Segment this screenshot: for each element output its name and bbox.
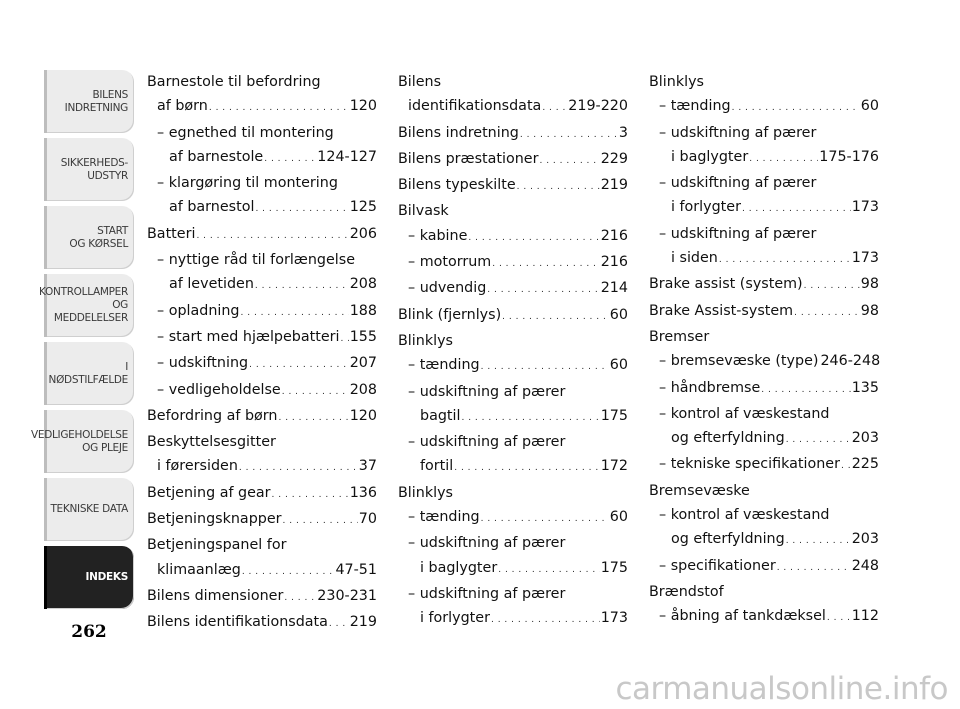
entry-page: 136 — [349, 484, 377, 501]
entry-page: 120 — [349, 98, 377, 115]
index-heading: Bremser — [649, 328, 710, 345]
entry-term: klimaanlæg — [157, 561, 241, 578]
index-heading: – nyttige råd til forlængelse — [157, 252, 355, 269]
entry-term: af levetiden — [169, 276, 254, 293]
entry-page: 175-176 — [819, 148, 879, 165]
entry-term: – tekniske specifikationer — [659, 456, 840, 473]
dot-leader — [827, 604, 851, 630]
entry-page: 120 — [349, 407, 377, 424]
entry-term: – tænding — [408, 357, 480, 374]
index-entry — [147, 351, 377, 377]
entry-term: Bilens præstationer — [398, 150, 539, 167]
index-heading: Bremsevæske — [649, 482, 750, 499]
entry-term: af barnestole — [169, 148, 264, 165]
dot-leader — [468, 224, 599, 250]
dot-leader — [517, 173, 600, 199]
entry-term: – kabine — [408, 227, 468, 244]
index-entry — [649, 527, 879, 553]
dot-leader — [255, 195, 348, 221]
index-entry — [147, 610, 377, 636]
tab-sikkerhedsudstyr[interactable] — [44, 138, 134, 201]
entry-term: – motorrum — [408, 254, 492, 271]
entry-page: 124-127 — [317, 148, 377, 165]
entry-page: 60 — [609, 306, 628, 323]
tab-label: KONTROLLAMPER OG MEDDELELSER — [39, 286, 128, 324]
entry-page: 208 — [349, 381, 377, 398]
index-heading: Blinklys — [649, 74, 704, 90]
index-heading: – udskiftning af pærer — [659, 124, 817, 141]
entry-page: 216 — [600, 254, 628, 271]
dot-leader — [786, 426, 851, 452]
entry-page: 135 — [851, 379, 879, 396]
dot-leader — [761, 376, 850, 402]
index-heading: – udskiftning af pærer — [659, 175, 817, 192]
entry-page: 173 — [851, 250, 879, 267]
index-entry — [147, 222, 377, 248]
dot-leader — [539, 147, 599, 173]
entry-term: Betjeningsknapper — [147, 511, 282, 528]
entry-page: 225 — [851, 456, 879, 473]
dot-leader — [542, 94, 567, 120]
entry-page: 207 — [349, 355, 377, 372]
index-heading: – klargøring til montering — [157, 175, 338, 192]
index-column-1 — [147, 70, 377, 637]
entry-page: 47-51 — [335, 561, 377, 578]
entry-term: – tænding — [659, 98, 731, 115]
dot-leader — [249, 351, 349, 377]
entry-page: 37 — [358, 458, 377, 475]
index-entry — [147, 507, 377, 533]
tab-indeks[interactable] — [44, 546, 134, 609]
entry-term: bagtil — [420, 407, 461, 424]
dot-leader — [242, 558, 335, 584]
entry-term: i førersiden — [157, 458, 238, 475]
index-entry — [649, 246, 879, 272]
entry-page: 203 — [851, 430, 879, 447]
entry-page: 188 — [349, 302, 377, 319]
index-heading: – udskiftning af pærer — [408, 585, 566, 602]
dot-leader — [196, 222, 348, 248]
dot-leader — [284, 584, 316, 610]
index-entry — [398, 173, 628, 199]
dot-leader — [487, 276, 599, 302]
index-entry — [147, 145, 377, 171]
index-entry — [649, 299, 879, 325]
entry-term: i forlygter — [420, 610, 490, 627]
entry-term: Bilens indretning — [398, 124, 519, 141]
tab-label: VEDLIGEHOLDELSE OG PLEJE — [31, 428, 128, 454]
dot-leader — [283, 507, 358, 533]
entry-term: fortil — [420, 458, 454, 475]
entry-page: 219 — [600, 177, 628, 194]
entry-term: Bilens identifikationsdata — [147, 614, 328, 631]
index-entry — [649, 195, 879, 221]
page-number: 262 — [71, 622, 107, 642]
dot-leader — [841, 452, 851, 478]
entry-term: Blink (fjernlys) — [398, 306, 502, 323]
entry-term: af børn — [157, 98, 208, 115]
entry-page: 216 — [600, 227, 628, 244]
index-heading: Bilens — [398, 74, 442, 90]
dot-leader — [255, 272, 349, 298]
dot-leader — [481, 353, 609, 379]
index-entry — [398, 147, 628, 173]
dot-leader — [804, 272, 860, 298]
watermark: carmanualsonline.info — [615, 671, 948, 707]
entry-term: Brake assist (system) — [649, 276, 803, 293]
tab-start-og-korsel[interactable] — [44, 206, 134, 269]
index-entry — [649, 604, 879, 630]
dot-leader — [719, 246, 851, 272]
tab-bilens-indretning[interactable] — [44, 70, 134, 133]
entry-page: 230-231 — [317, 587, 377, 604]
tab-label: INDEKS — [85, 571, 128, 583]
entry-page: 60 — [609, 509, 628, 526]
entry-term: identifikationsdata — [408, 98, 542, 115]
index-entry — [649, 452, 879, 478]
entry-page: 175 — [600, 407, 628, 424]
index-heading: – udskiftning af pærer — [659, 225, 817, 242]
index-entry — [398, 404, 628, 430]
index-heading: Bilvask — [398, 203, 449, 220]
entry-page: 3 — [618, 124, 628, 141]
entry-term: – håndbremse — [659, 379, 761, 396]
entry-term: – start med hjælpebatteri — [157, 328, 340, 345]
dot-leader — [794, 299, 860, 325]
index-entry — [649, 376, 879, 402]
index-entry — [649, 272, 879, 298]
dot-leader — [749, 145, 818, 171]
tab-label: START OG KØRSEL — [69, 224, 128, 250]
dot-leader — [732, 94, 860, 120]
tab-label: SIKKERHEDS- UDSTYR — [60, 156, 128, 182]
tab-label: BILENS INDRETNING — [64, 88, 128, 114]
tab-label: TEKNISKE DATA — [50, 503, 128, 515]
dot-leader — [786, 527, 851, 553]
index-entry — [147, 584, 377, 610]
index-heading: – udskiftning af pærer — [408, 434, 566, 451]
index-column-3 — [649, 70, 879, 631]
index-entry — [147, 299, 377, 325]
entry-page: 155 — [349, 328, 377, 345]
entry-term: og efterfyldning — [671, 430, 785, 447]
entry-term: og efterfyldning — [671, 531, 785, 548]
dot-leader — [492, 250, 599, 276]
index-entry — [398, 224, 628, 250]
index-heading: – udskiftning af pærer — [408, 383, 566, 400]
index-entry — [398, 505, 628, 531]
index-entry — [398, 276, 628, 302]
entry-page: 214 — [600, 280, 628, 297]
dot-leader — [209, 94, 349, 120]
dot-leader — [777, 554, 851, 580]
index-entry — [398, 250, 628, 276]
entry-page: 173 — [851, 199, 879, 216]
dot-leader — [278, 404, 348, 430]
index-entry — [147, 378, 377, 404]
index-entry — [649, 94, 879, 120]
tab-tekniske-data[interactable] — [44, 478, 134, 541]
dot-leader — [329, 610, 349, 636]
index-entry — [649, 554, 879, 580]
entry-page: 70 — [358, 511, 377, 528]
index-heading: Brændstof — [649, 583, 724, 600]
index-entry — [147, 558, 377, 584]
entry-term: Bilens dimensioner — [147, 587, 284, 604]
entry-page: 246-248 — [820, 353, 881, 370]
entry-page: 60 — [609, 357, 628, 374]
index-entry — [398, 94, 628, 120]
index-heading: Blinklys — [398, 332, 453, 349]
entry-term: – åbning af tankdæksel — [659, 608, 826, 625]
entry-page: 219 — [349, 614, 377, 631]
dot-leader — [461, 404, 599, 430]
entry-page: 98 — [860, 302, 879, 319]
index-entry — [398, 606, 628, 632]
tab-label: I NØDSTILFÆLDE — [48, 360, 128, 386]
index-heading: Barnestole til befordring — [147, 74, 321, 90]
entry-term: i forlygter — [671, 199, 741, 216]
entry-page: 229 — [600, 150, 628, 167]
entry-term: – specifikationer — [659, 557, 776, 574]
tab-kontrollamper[interactable] — [39, 274, 134, 337]
entry-page: 60 — [860, 98, 879, 115]
entry-term: – opladning — [157, 302, 240, 319]
index-heading: Blinklys — [398, 484, 453, 501]
index-entry — [147, 325, 377, 351]
entry-page: 125 — [349, 199, 377, 216]
dot-leader — [520, 121, 618, 147]
dot-leader — [241, 299, 349, 325]
entry-term: – udvendig — [408, 280, 487, 297]
tab-i-nodstilfaelde[interactable] — [44, 342, 134, 405]
dot-leader — [491, 606, 600, 632]
entry-page: 173 — [600, 610, 628, 627]
index-entry — [649, 145, 879, 171]
index-entry — [398, 454, 628, 480]
section-tabs — [31, 70, 134, 614]
entry-page: 206 — [349, 225, 377, 242]
index-entry — [147, 404, 377, 430]
index-entry — [649, 349, 879, 375]
index-entry — [398, 353, 628, 379]
entry-page: 112 — [851, 608, 879, 625]
entry-term: – tænding — [408, 509, 480, 526]
entry-term: – udskiftning — [157, 355, 249, 372]
index-entry — [147, 481, 377, 507]
index-entry — [147, 94, 377, 120]
dot-leader — [282, 378, 349, 404]
index-entry — [649, 426, 879, 452]
entry-term: i baglygter — [420, 559, 498, 576]
index-heading: – kontrol af væskestand — [659, 405, 830, 422]
tab-vedligeholdelse[interactable] — [31, 410, 134, 473]
entry-page: 172 — [600, 458, 628, 475]
index-heading: – egnethed til montering — [157, 124, 334, 141]
dot-leader — [272, 481, 349, 507]
index-entry — [147, 195, 377, 221]
dot-leader — [502, 303, 609, 329]
entry-page: 219-220 — [568, 98, 628, 115]
entry-term: – bremsevæske (type) — [659, 353, 819, 370]
index-heading: – kontrol af væskestand — [659, 507, 830, 524]
entry-term: af barnestol — [169, 199, 255, 216]
entry-term: i siden — [671, 250, 718, 267]
index-heading: – udskiftning af pærer — [408, 535, 566, 552]
entry-term: Betjening af gear — [147, 484, 271, 501]
index-column-2 — [398, 70, 628, 633]
dot-leader — [239, 454, 358, 480]
entry-page: 208 — [349, 276, 377, 293]
index-heading: Betjeningspanel for — [147, 537, 287, 554]
entry-term: Batteri — [147, 225, 196, 242]
dot-leader — [742, 195, 851, 221]
index-entry — [147, 454, 377, 480]
dot-leader — [498, 556, 599, 582]
entry-page: 248 — [851, 557, 879, 574]
entry-term: i baglygter — [671, 148, 749, 165]
index-entry — [398, 556, 628, 582]
index-heading: Beskyttelsesgitter — [147, 434, 276, 451]
entry-page: 175 — [600, 559, 628, 576]
entry-term: Brake Assist-system — [649, 302, 794, 319]
entry-term: Bilens typeskilte — [398, 177, 516, 194]
index-entry — [398, 303, 628, 329]
dot-leader — [341, 325, 349, 351]
dot-leader — [454, 454, 599, 480]
entry-page: 98 — [860, 276, 879, 293]
index-entry — [147, 272, 377, 298]
index-entry — [398, 121, 628, 147]
dot-leader — [481, 505, 609, 531]
entry-term: Befordring af børn — [147, 407, 278, 424]
entry-page: 203 — [851, 531, 879, 548]
entry-term: – vedligeholdelse — [157, 381, 281, 398]
dot-leader — [264, 145, 316, 171]
